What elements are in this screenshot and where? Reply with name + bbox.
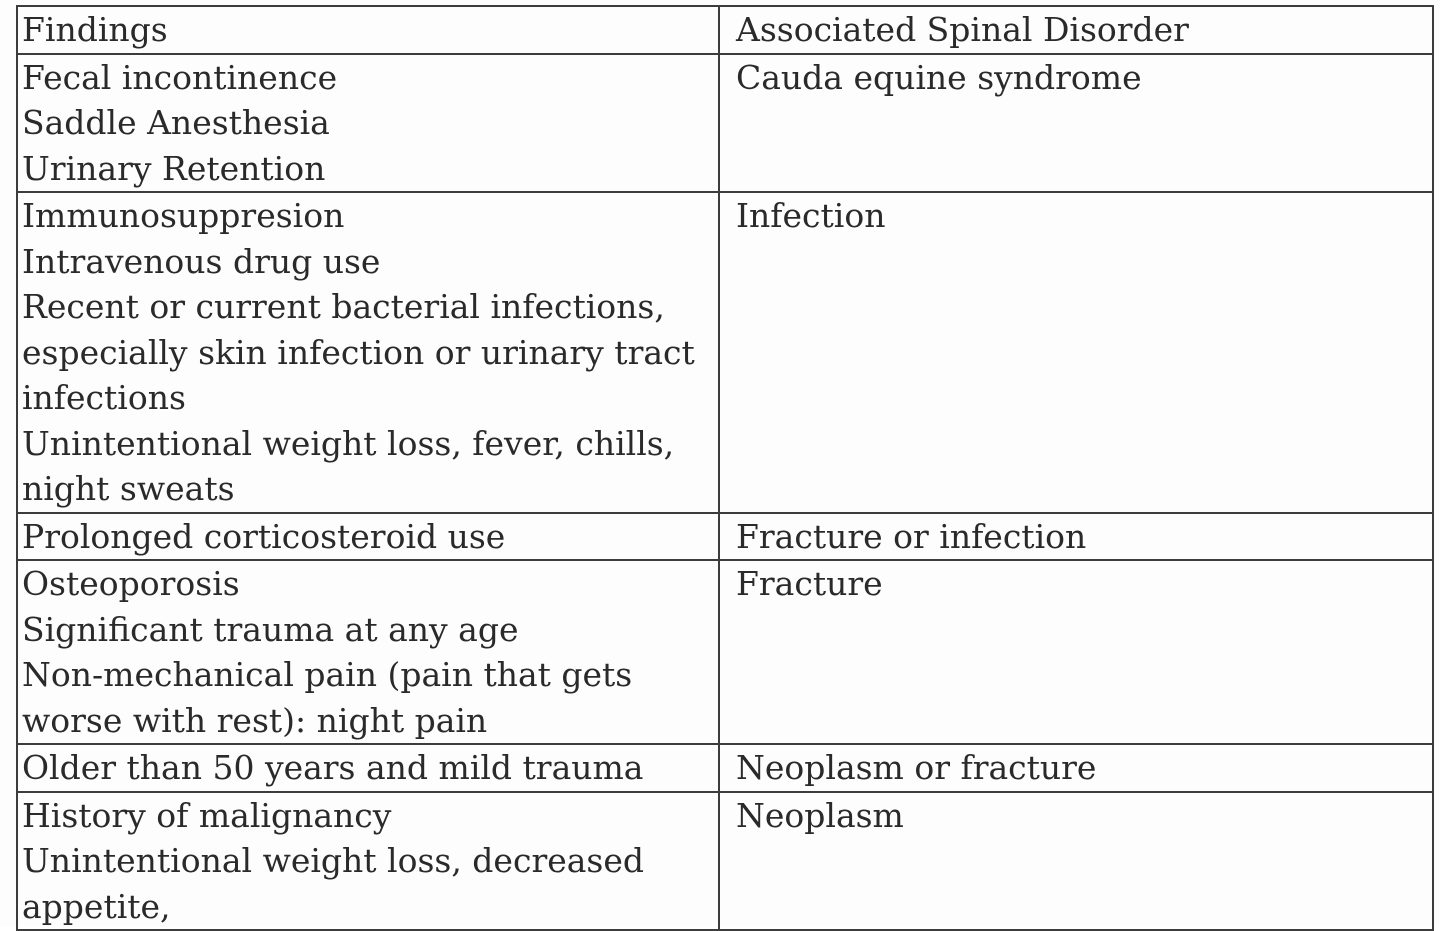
table-row: [17, 560, 1433, 744]
finding-line: Saddle Anesthesia: [22, 103, 330, 142]
findings-cell: [17, 792, 719, 931]
table-row: [17, 792, 1433, 931]
finding-line: especially skin infection or urinary tract: [22, 332, 695, 372]
finding-line: Recent or current bacterial infections,: [22, 287, 665, 326]
finding-line: Osteoporosis: [22, 564, 240, 603]
table-row: [17, 54, 1433, 193]
header-disorder: Associated Spinal Disorder: [719, 6, 1433, 54]
table-row: [17, 513, 1433, 561]
finding-line: Unintentional weight loss, decreased: [22, 841, 645, 880]
finding-line: Intravenous drug use: [22, 241, 381, 281]
finding-line: Immunosuppresion: [22, 196, 345, 235]
finding-line: Non-mechanical pain (pain that gets: [22, 655, 633, 694]
disorder-cell: Fracture: [719, 560, 1433, 744]
finding-line: Prolonged corticosteroid use: [22, 516, 506, 556]
finding-line: Fecal incontinence: [22, 57, 338, 97]
findings-cell: [17, 744, 719, 792]
finding-line: Older than 50 years and mild trauma: [22, 748, 644, 787]
finding-line: History of malignancy: [22, 795, 392, 835]
findings-cell: [17, 560, 719, 744]
disorder-cell: Infection: [719, 192, 1433, 513]
table-header-row: [17, 6, 1433, 54]
disorder-cell: Neoplasm: [719, 792, 1433, 931]
findings-cell: [17, 54, 719, 193]
findings-cell: [17, 513, 719, 561]
finding-line: Unintentional weight loss, fever, chills,: [22, 423, 675, 463]
header-findings: Findings: [17, 6, 719, 54]
finding-line: worse with rest): night pain: [22, 700, 488, 740]
findings-table: [16, 5, 1434, 931]
finding-line: Urinary Retention: [22, 148, 326, 188]
finding-line: night sweats: [22, 469, 235, 508]
disorder-cell: Cauda equine syndrome: [719, 54, 1433, 193]
disorder-cell: Neoplasm or fracture: [719, 744, 1433, 792]
table-row: [17, 744, 1433, 792]
finding-line: appetite,: [22, 886, 171, 926]
table-row: [17, 192, 1433, 513]
findings-cell: [17, 192, 719, 513]
finding-line: infections: [22, 378, 186, 417]
finding-line: Significant trauma at any age: [22, 609, 519, 649]
disorder-cell: Fracture or infection: [719, 513, 1433, 561]
